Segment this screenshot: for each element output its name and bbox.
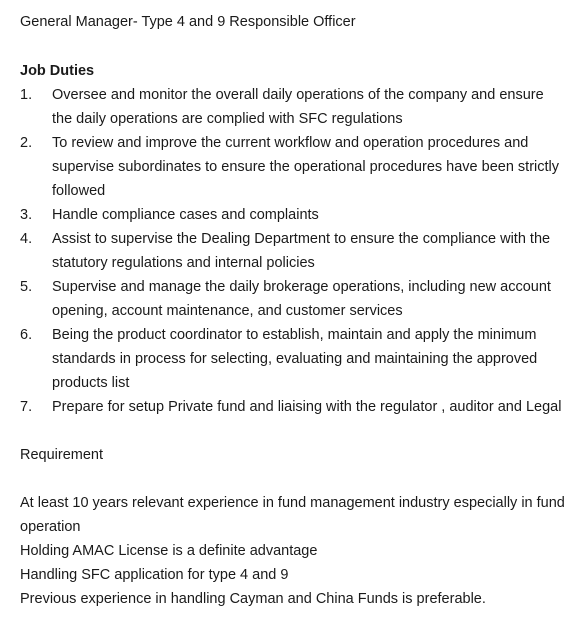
requirement-line: Holding AMAC License is a definite advantage xyxy=(20,543,318,559)
duty-number: 6. xyxy=(20,327,33,343)
duty-line: To review and improve the current workflow and operation procedures and xyxy=(52,135,529,151)
duty-line: Assist to supervise the Dealing Department to ensure the compliance with the xyxy=(52,231,551,247)
duty-line: supervise subordinates to ensure the operational procedures have been strictly xyxy=(52,159,559,175)
duty-line: Oversee and monitor the overall daily operations of the company and ensure xyxy=(52,87,544,103)
duty-number: 3. xyxy=(20,207,33,223)
duty-line: opening, account maintenance, and customer services xyxy=(52,303,403,319)
duty-number: 1. xyxy=(20,87,33,103)
duty-line: standards in process for selecting, evaluating and maintaining the approved xyxy=(52,351,538,367)
duty-line: statutory regulations and internal policies xyxy=(52,255,315,271)
requirement-line: operation xyxy=(20,519,81,535)
duty-line: Being the product coordinator to establish, maintain and apply the minimum xyxy=(52,327,537,343)
document-title: General Manager- Type 4 and 9 Responsible Officer xyxy=(20,14,356,30)
duty-number: 7. xyxy=(20,399,33,415)
requirement-heading: Requirement xyxy=(20,447,104,463)
duty-line: the daily operations are complied with SFC regulations xyxy=(52,111,403,127)
duty-line: followed xyxy=(52,183,106,199)
duty-number: 4. xyxy=(20,231,33,247)
job-duties-heading: Job Duties xyxy=(20,63,95,79)
duty-line: Supervise and manage the daily brokerage operations, including new account xyxy=(52,279,551,295)
duty-line: products list xyxy=(52,375,130,391)
duty-number: 5. xyxy=(20,279,33,295)
requirement-line: Previous experience in handling Cayman and China Funds is preferable. xyxy=(20,591,486,607)
duty-line: Prepare for setup Private fund and liaising with the regulator , auditor and Legal xyxy=(52,399,562,415)
duty-number: 2. xyxy=(20,135,33,151)
requirement-line: Handling SFC application for type 4 and 9 xyxy=(20,567,289,583)
duty-line: Handle compliance cases and complaints xyxy=(52,207,319,223)
requirement-line: At least 10 years relevant experience in fund management industry especially in fund xyxy=(20,495,565,511)
